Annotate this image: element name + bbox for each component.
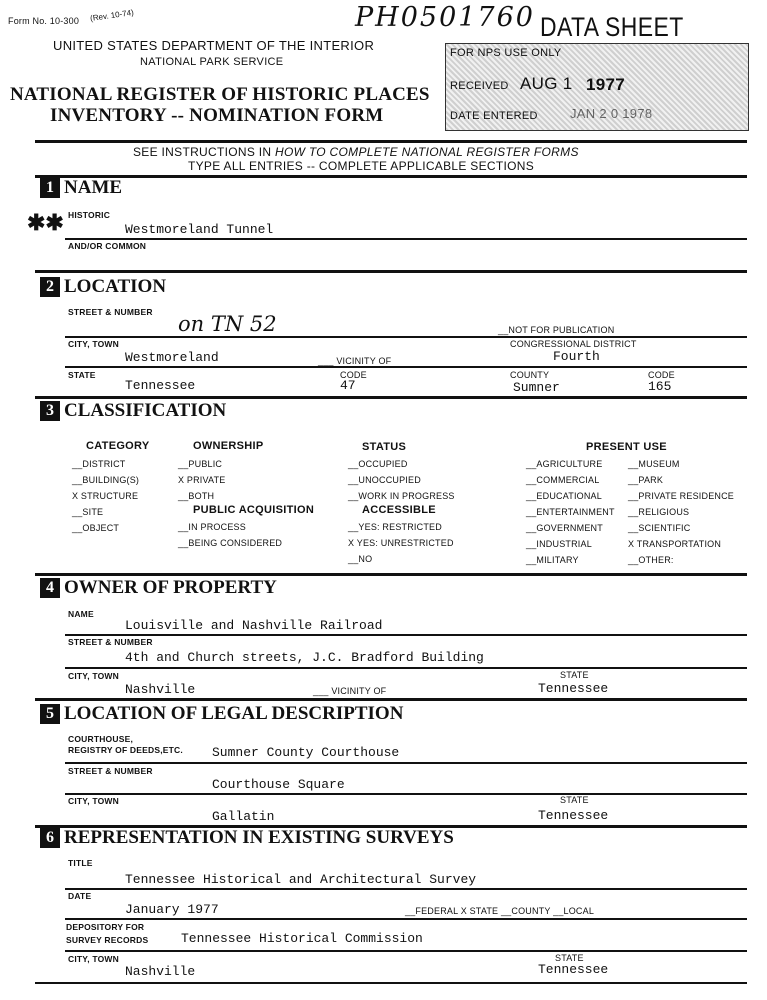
received-label: RECEIVED xyxy=(450,80,509,92)
use-private-residence[interactable]: __PRIVATE RESIDENCE xyxy=(628,491,734,501)
owner-vicinity-of: ___ VICINITY OF xyxy=(313,686,387,696)
historic-label: HISTORIC xyxy=(68,210,111,220)
section-3-divider xyxy=(35,573,747,576)
section-1-header xyxy=(40,177,122,199)
form-title-line1: NATIONAL REGISTER OF HISTORIC PLACES xyxy=(10,84,430,105)
category-buildings[interactable]: __BUILDING(S) xyxy=(72,475,140,485)
legal-state-label: STATE xyxy=(560,795,589,805)
rule-owner-street xyxy=(65,667,747,669)
public-acquisition-heading: PUBLIC ACQUISITION xyxy=(193,504,315,516)
instructions-divider xyxy=(35,175,747,178)
use-educational[interactable]: __EDUCATIONAL xyxy=(526,491,602,501)
legal-street-value: Courthouse Square xyxy=(212,777,345,792)
ownership-public[interactable]: __PUBLIC xyxy=(178,459,223,469)
owner-city-label: CITY, TOWN xyxy=(68,671,119,681)
header-divider xyxy=(35,140,747,143)
owner-name-label: NAME xyxy=(68,609,94,619)
rule-street xyxy=(65,336,747,338)
county-value: Sumner xyxy=(513,380,560,395)
owner-state-label: STATE xyxy=(560,670,589,680)
nps-use-only-box xyxy=(445,43,749,131)
category-heading: CATEGORY xyxy=(86,440,150,452)
instructions-reference: HOW TO COMPLETE NATIONAL REGISTER FORMS xyxy=(275,145,579,159)
rule-historic xyxy=(65,238,747,240)
rule-legal-street xyxy=(65,793,747,795)
status-occupied[interactable]: __OCCUPIED xyxy=(348,459,408,469)
status-options xyxy=(348,456,455,504)
category-options xyxy=(72,456,139,536)
historic-name-value: Westmoreland Tunnel xyxy=(125,222,274,237)
section-5-title: LOCATION OF LEGAL DESCRIPTION xyxy=(64,703,404,724)
survey-state-value: Tennessee xyxy=(538,962,609,977)
section-2-header xyxy=(40,276,166,298)
section-1-number: 1 xyxy=(40,178,60,198)
legal-state-value: Tennessee xyxy=(538,808,609,823)
state-value: Tennessee xyxy=(125,378,196,393)
handwritten-street: on TN 52 xyxy=(178,312,277,336)
ownership-private[interactable]: X PRIVATE xyxy=(178,475,226,485)
use-commercial[interactable]: __COMMERCIAL xyxy=(526,475,600,485)
received-stamp-date: AUG 1 xyxy=(520,74,573,93)
accessible-no[interactable]: __NO xyxy=(348,554,373,564)
section-3-header xyxy=(40,400,226,422)
congressional-district-value: Fourth xyxy=(553,349,600,364)
street-number-label: STREET & NUMBER xyxy=(68,307,153,317)
depository-label-line1: DEPOSITORY FOR xyxy=(66,922,145,932)
section-2-number: 2 xyxy=(40,277,60,297)
use-other[interactable]: __OTHER: xyxy=(628,555,674,565)
status-work-in-progress[interactable]: __WORK IN PROGRESS xyxy=(348,491,455,501)
use-agriculture[interactable]: __AGRICULTURE xyxy=(526,459,603,469)
ownership-both[interactable]: __BOTH xyxy=(178,491,215,501)
section-3-title: CLASSIFICATION xyxy=(64,400,227,421)
present-use-heading: PRESENT USE xyxy=(586,441,667,453)
agency-name: UNITED STATES DEPARTMENT OF THE INTERIOR xyxy=(53,38,375,53)
instructions-line2: TYPE ALL ENTRIES -- COMPLETE APPLICABLE SECTIONS xyxy=(188,159,535,173)
survey-date-value: January 1977 xyxy=(125,902,219,917)
rule-bottom xyxy=(35,982,747,984)
city-town-label: CITY, TOWN xyxy=(68,339,119,349)
survey-levels: __FEDERAL X STATE __COUNTY __LOCAL xyxy=(405,906,595,916)
accessible-heading: ACCESSIBLE xyxy=(362,504,436,516)
date-entered-stamp: JAN 2 0 1978 xyxy=(570,106,653,121)
congressional-district-label: CONGRESSIONAL DISTRICT xyxy=(510,339,637,349)
section-6-header xyxy=(40,827,454,849)
owner-state-value: Tennessee xyxy=(538,681,609,696)
rule-survey-date xyxy=(65,918,747,920)
use-industrial[interactable]: __INDUSTRIAL xyxy=(526,539,592,549)
accessible-unrestricted[interactable]: X YES: UNRESTRICTED xyxy=(348,538,454,548)
section-1-divider xyxy=(35,270,747,273)
survey-date-label: DATE xyxy=(68,891,92,901)
courthouse-label-line2: REGISTRY OF DEEDS,ETC. xyxy=(68,745,183,755)
present-use-options-b xyxy=(628,456,734,568)
handwritten-reference-number: PH0501760 xyxy=(355,2,535,33)
nps-box-heading: FOR NPS USE ONLY xyxy=(450,47,562,59)
section-6-number: 6 xyxy=(40,828,60,848)
use-government[interactable]: __GOVERNMENT xyxy=(526,523,603,533)
owner-street-label: STREET & NUMBER xyxy=(68,637,153,647)
rule-depository xyxy=(65,950,747,952)
state-code-value: 47 xyxy=(340,378,356,393)
rule-survey-title xyxy=(65,888,747,890)
category-structure[interactable]: X STRUCTURE xyxy=(72,491,139,501)
form-number: Form No. 10-300 xyxy=(8,16,80,26)
section-2-divider xyxy=(35,396,747,399)
courthouse-value: Sumner County Courthouse xyxy=(212,745,400,760)
city-value: Westmoreland xyxy=(125,350,219,365)
legal-city-value: Gallatin xyxy=(212,809,275,824)
handwritten-asterisks: ✱✱ xyxy=(27,210,64,235)
section-4-title: OWNER OF PROPERTY xyxy=(64,577,277,598)
rule-owner-name xyxy=(65,634,747,636)
acquisition-options xyxy=(178,519,282,551)
state-label: STATE xyxy=(68,370,96,380)
use-park[interactable]: __PARK xyxy=(628,475,664,485)
ownership-options xyxy=(178,456,225,504)
use-museum[interactable]: __MUSEUM xyxy=(628,459,680,469)
category-object[interactable]: __OBJECT xyxy=(72,523,120,533)
section-1-title: NAME xyxy=(64,177,123,198)
section-3-number: 3 xyxy=(40,401,60,421)
accessible-options xyxy=(348,519,454,567)
date-entered-label: DATE ENTERED xyxy=(450,110,538,122)
status-unoccupied[interactable]: __UNOCCUPIED xyxy=(348,475,421,485)
section-5-number: 5 xyxy=(40,704,60,724)
depository-value: Tennessee Historical Commission xyxy=(181,931,423,946)
county-label: COUNTY xyxy=(510,370,550,380)
and-or-common-label: AND/OR COMMON xyxy=(68,241,147,251)
status-heading: STATUS xyxy=(362,441,407,453)
received-stamp-year: 1977 xyxy=(586,75,626,94)
county-code-label: CODE xyxy=(648,370,675,380)
rule-city xyxy=(65,366,747,368)
vicinity-of: ___ VICINITY OF xyxy=(318,356,392,366)
not-for-publication: __NOT FOR PUBLICATION xyxy=(498,325,615,335)
survey-title-value: Tennessee Historical and Architectural Survey xyxy=(125,872,477,887)
owner-city-value: Nashville xyxy=(125,682,196,697)
depository-label-line2: SURVEY RECORDS xyxy=(66,935,149,945)
use-entertainment[interactable]: __ENTERTAINMENT xyxy=(526,507,615,517)
state-code-label: CODE xyxy=(340,370,367,380)
rule-courthouse xyxy=(65,762,747,764)
instructions-line1 xyxy=(133,145,579,159)
section-4-divider xyxy=(35,698,747,701)
accessible-restricted[interactable]: __YES: RESTRICTED xyxy=(348,522,442,532)
survey-state-label: STATE xyxy=(555,953,584,963)
present-use-options-a xyxy=(526,456,615,568)
owner-street-value: 4th and Church streets, J.C. Bradford Building xyxy=(125,650,484,665)
instructions-prefix: SEE INSTRUCTIONS IN xyxy=(133,145,276,159)
county-code-value: 165 xyxy=(648,379,672,394)
legal-city-label: CITY, TOWN xyxy=(68,796,119,806)
section-4-number: 4 xyxy=(40,578,60,598)
form-title-line2: INVENTORY -- NOMINATION FORM xyxy=(50,105,384,126)
survey-city-value: Nashville xyxy=(125,964,196,979)
section-2-title: LOCATION xyxy=(64,276,167,297)
category-site[interactable]: __SITE xyxy=(72,507,104,517)
use-transportation[interactable]: X TRANSPORTATION xyxy=(628,539,722,549)
service-name: NATIONAL PARK SERVICE xyxy=(140,56,284,68)
use-religious[interactable]: __RELIGIOUS xyxy=(628,507,690,517)
section-4-header xyxy=(40,577,277,599)
section-6-title: REPRESENTATION IN EXISTING SURVEYS xyxy=(64,827,454,848)
category-district[interactable]: __DISTRICT xyxy=(72,459,126,469)
courthouse-label-line1: COURTHOUSE, xyxy=(68,734,134,744)
use-scientific[interactable]: __SCIENTIFIC xyxy=(628,523,691,533)
acquisition-in-process[interactable]: __IN PROCESS xyxy=(178,522,246,532)
acquisition-being-considered[interactable]: __BEING CONSIDERED xyxy=(178,538,283,548)
survey-title-label: TITLE xyxy=(68,858,93,868)
form-revision: (Rev. 10-74) xyxy=(89,7,135,24)
ownership-heading: OWNERSHIP xyxy=(193,440,264,452)
section-5-header xyxy=(40,703,403,725)
legal-street-label: STREET & NUMBER xyxy=(68,766,153,776)
survey-city-label: CITY, TOWN xyxy=(68,954,119,964)
owner-name-value: Louisville and Nashville Railroad xyxy=(125,618,383,633)
data-sheet-label: DATA SHEET xyxy=(540,12,684,42)
use-military[interactable]: __MILITARY xyxy=(526,555,579,565)
